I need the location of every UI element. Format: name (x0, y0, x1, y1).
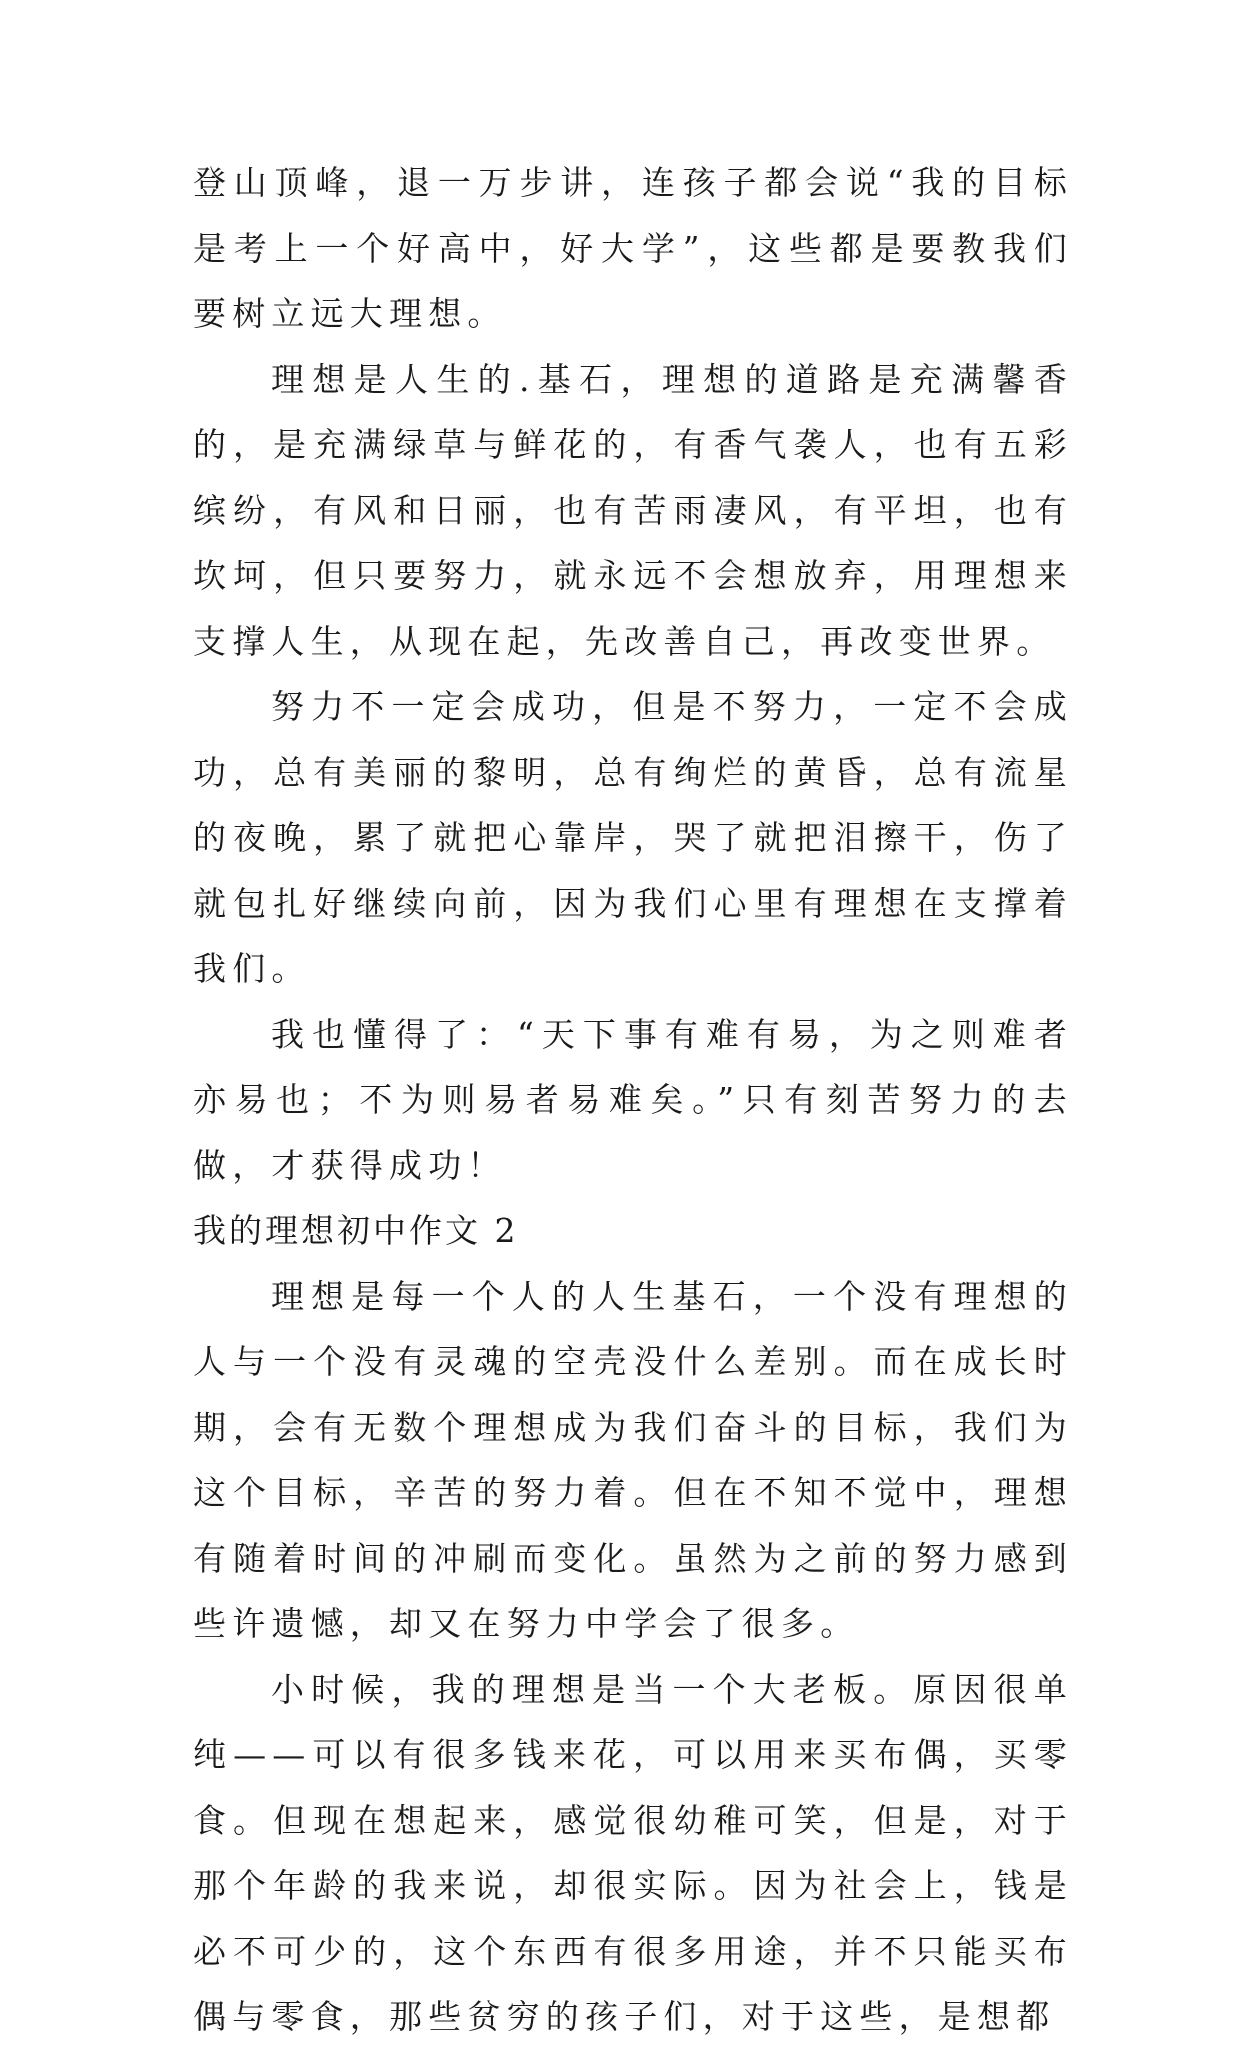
paragraph-ideal-cornerstone: 理想是每一个人的人生基石，一个没有理想的人与一个没有灵魂的空壳没什么差别。而在成长时期，会有无数个理想成为我们奋斗的目标，我们为这个目标，辛苦的努力着。但在不知不觉中，理想有随着时间的冲刷而变化。虽然为之前的努力感到些许遗憾，却又在努力中学会了很多。 (193, 1276, 1073, 1643)
paragraph-continued: 登山顶峰，退一万步讲，连孩子都会说“我的目标是考上一个好高中，好大学”，这些都是要教我们要树立远大理想。 (193, 163, 1073, 333)
document-body (193, 150, 1073, 2050)
paragraph-effort: 努力不一定会成功，但是不努力，一定不会成功，总有美丽的黎明，总有绚烂的黄昏，总有流星的夜晚，累了就把心靠岸，哭了就把泪擦干，伤了就包扎好继续向前，因为我们心里有理想在支撑着我们。 (193, 687, 1073, 988)
paragraph-quote: 我也懂得了：“天下事有难有易，为之则难者亦易也；不为则易者易难矣。”只有刻苦努力的去做，才获得成功！ (193, 1014, 1073, 1185)
section-title: 我的理想初中作文 2 (193, 1211, 519, 1250)
paragraph-childhood-ideal: 小时候，我的理想是当一个大老板。原因很单纯——可以有很多钱来花，可以用来买布偶，买零食。但现在想起来，感觉很幼稚可笑，但是，对于那个年龄的我来说，却很实际。因为社会上，钱是必不可少的，这个东西有很多用途，并不只能买布偶与零食，那些贫穷的孩子们，对于这些，是想都 (193, 1669, 1073, 2036)
paragraph-ideal-foundation: 理想是人生的.基石，理想的道路是充满馨香的，是充满绿草与鲜花的，有香气袭人，也有五彩缤纷，有风和日丽，也有苦雨凄风，有平坦，也有坎坷，但只要努力，就永远不会想放弃，用理想来支撑人生，从现在起，先改善自己，再改变世界。 (193, 359, 1073, 661)
